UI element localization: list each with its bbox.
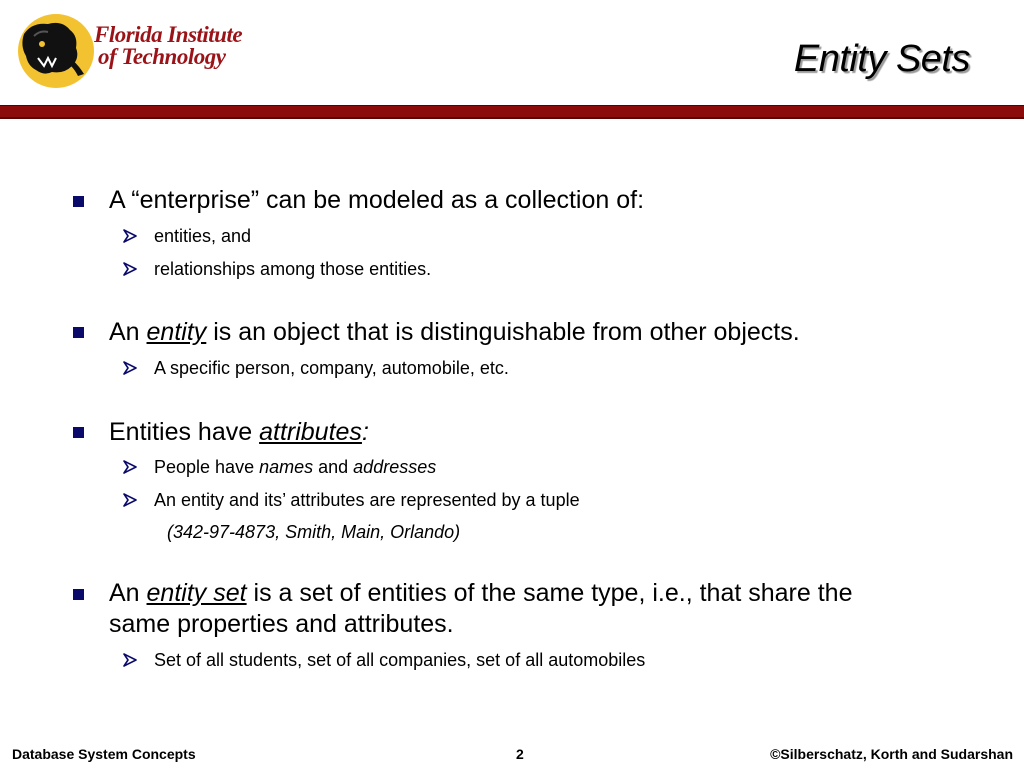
term-addresses: addresses xyxy=(353,457,437,477)
square-bullet-icon xyxy=(73,327,84,338)
arrow-bullet-icon xyxy=(123,493,137,507)
footer-copyright: ©Silberschatz, Korth and Sudarshan xyxy=(770,746,1013,762)
sub-bullet-entities: entities, and xyxy=(154,226,252,246)
bullet-attributes xyxy=(109,417,909,448)
square-bullet-icon xyxy=(73,427,84,438)
sub-bullet-entity-set-example: Set of all students, set of all companies, set of all automobiles xyxy=(154,650,646,670)
arrow-bullet-icon xyxy=(123,460,137,474)
sub-bullet-people xyxy=(154,456,436,478)
bullet-enterprise: A “enterprise” can be modeled as a collection of: xyxy=(109,186,645,214)
arrow-bullet-icon xyxy=(123,361,137,375)
arrow-bullet-icon xyxy=(123,229,137,243)
slide-title: Entity Sets xyxy=(793,38,970,80)
term-attributes: attributes xyxy=(259,418,362,446)
bullet-entity-set xyxy=(109,578,909,640)
text-span: same properties and attributes. xyxy=(109,610,454,638)
text-span: : xyxy=(361,418,369,446)
term-names: names xyxy=(259,457,314,477)
term-entity-set: entity set xyxy=(146,579,247,607)
text-span: People have xyxy=(154,457,260,477)
footer-course-title: Database System Concepts xyxy=(12,746,196,762)
footer-page-number: 2 xyxy=(516,746,524,762)
sub-bullet-relationships: relationships among those entities. xyxy=(154,259,432,279)
arrow-bullet-icon xyxy=(123,262,137,276)
sub-bullet-tuple: An entity and its’ attributes are represented by a tuple xyxy=(154,490,580,510)
logo-line-1: Florida Institute xyxy=(94,22,243,47)
term-entity: entity xyxy=(146,318,207,346)
sub-bullet-entity-example: A specific person, company, automobile, etc. xyxy=(154,358,509,378)
bullet-entity-definition xyxy=(109,317,909,348)
logo-line-2: of Technology xyxy=(98,44,226,69)
text-span: An xyxy=(109,579,147,607)
tuple-example: (342-97-4873, Smith, Main, Orlando) xyxy=(167,522,461,542)
text-span: An xyxy=(109,318,147,346)
text-span: and xyxy=(313,457,354,477)
arrow-bullet-icon xyxy=(123,653,137,667)
text-span: is a set of entities of the same type, i.e., that share the xyxy=(246,579,853,607)
square-bullet-icon xyxy=(73,589,84,600)
text-span: Entities have xyxy=(109,418,260,446)
square-bullet-icon xyxy=(73,196,84,207)
text-span: is an object that is distinguishable from other objects. xyxy=(206,318,800,346)
